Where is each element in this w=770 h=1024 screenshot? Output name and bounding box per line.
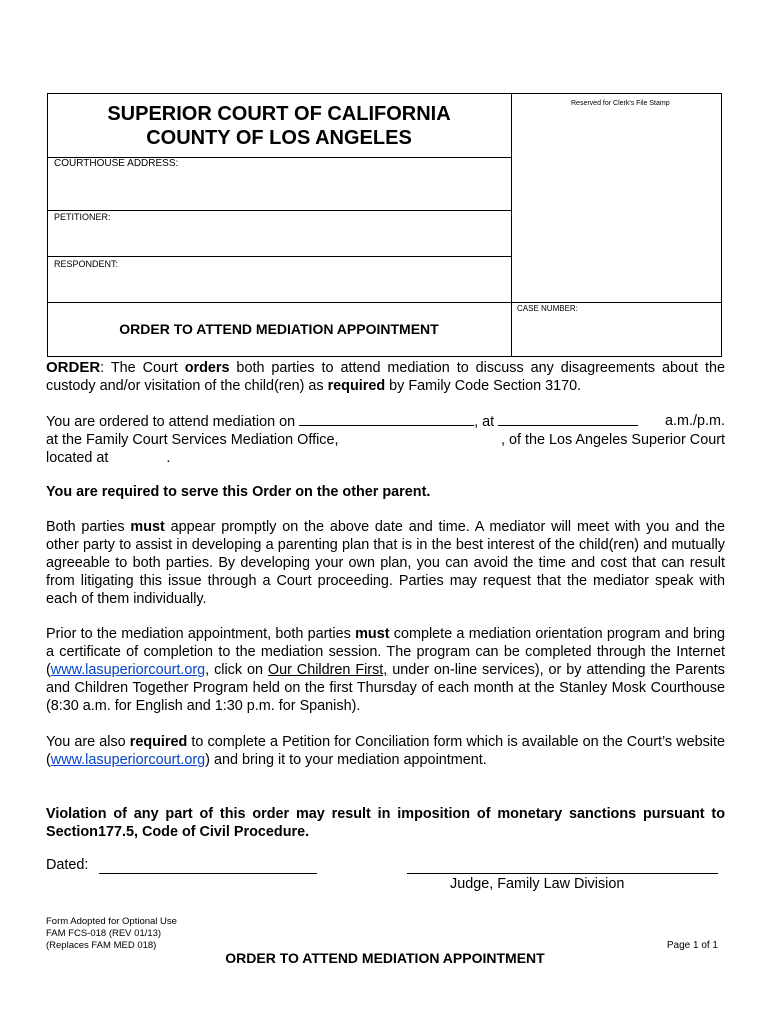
case-number-field[interactable] bbox=[517, 316, 715, 352]
judge-label: Judge, Family Law Division bbox=[450, 876, 625, 892]
respondent-field[interactable] bbox=[54, 271, 504, 299]
courthouse-address-field[interactable] bbox=[54, 172, 504, 206]
respondent-label: RESPONDENT: bbox=[54, 259, 119, 269]
mediation-date-field[interactable] bbox=[299, 412, 474, 426]
caption-rule bbox=[47, 256, 511, 257]
mediation-time-field[interactable] bbox=[498, 412, 638, 426]
attendance-paragraph: Both parties must appear promptly on the above date and time. A mediator will meet with you and the other party to assist in developing a parenting plan that is in the best interest of the child(ren) and mutually agreeable to both parties. By developing your own plan, you can avoid the time and cost that can result from litigating this issue through a Court proceeding. Parties may request that the mediator speak with each of them individually. bbox=[46, 519, 725, 607]
order-word: ORDER bbox=[46, 359, 101, 376]
serve-notice: You are required to serve this Order on the other parent. bbox=[46, 484, 431, 500]
court-title bbox=[47, 102, 511, 150]
orientation-paragraph: Prior to the mediation appointment, both parties must complete a mediation orientation program and bring a certificate of completion to the mediation session. The program can be completed through the Internet (www.lasuperiorcourt.org, click on Our Children First, under on-line services), or by attending the Parents and Children Together Program held on the first Thursday of each month at the Stanley Mosk Courthouse (8:30 a.m. for English and 1:30 p.m. for Spanish). bbox=[46, 626, 725, 714]
court-title-line2: COUNTY OF LOS ANGELES bbox=[146, 127, 412, 149]
petitioner-field[interactable] bbox=[54, 224, 504, 252]
judge-signature-line[interactable] bbox=[407, 873, 718, 874]
order-paragraph: ORDER: The Court orders both parties to attend mediation to discuss any disagreements about the custody and/or visitation of the child(ren) as required by Family Code Section 3170. bbox=[46, 359, 725, 394]
court-title-line1: SUPERIOR COURT OF CALIFORNIA bbox=[107, 103, 451, 125]
petition-paragraph: You are also required to complete a Petition for Conciliation form which is available on the Court’s website (www.lasuperiorcourt.org) and bring it to your mediation appointment. bbox=[46, 734, 726, 768]
footer-title: ORDER TO ATTEND MEDIATION APPOINTMENT bbox=[225, 950, 545, 966]
dated-label: Dated: bbox=[46, 857, 89, 873]
dated-line[interactable] bbox=[99, 873, 317, 874]
caption-rule bbox=[47, 210, 511, 211]
our-children-first-link[interactable]: Our Children First, bbox=[267, 662, 388, 678]
court-website-link[interactable]: www.lasuperiorcourt.org bbox=[50, 662, 206, 678]
caption-rule bbox=[47, 302, 722, 303]
appointment-paragraph: You are ordered to attend mediation on , at a.m./p.m. at the Family Court Services Mediation Office, , of the Los Angeles Superior Court located at . bbox=[46, 413, 725, 466]
order-title: ORDER TO ATTEND MEDIATION APPOINTMENT bbox=[119, 321, 439, 337]
courthouse-address-label: COURTHOUSE ADDRESS: bbox=[54, 158, 179, 169]
office-name-field[interactable] bbox=[396, 431, 444, 449]
petitioner-label: PETITIONER: bbox=[54, 212, 111, 222]
court-website-link[interactable]: www.lasuperiorcourt.org bbox=[50, 752, 206, 768]
sanctions-warning: Violation of any part of this order may result in imposition of monetary sanctions pursuant to Section177.5, Code of Civil Procedure. bbox=[46, 806, 725, 840]
clerk-stamp-label: Reserved for Clerk's File Stamp bbox=[571, 100, 670, 107]
case-number-label: CASE NUMBER: bbox=[517, 304, 578, 313]
caption-divider bbox=[511, 93, 512, 357]
form-info: Form Adopted for Optional Use FAM FCS-018 (REV 01/13) (Replaces FAM MED 018) bbox=[46, 916, 177, 951]
page-number: Page 1 of 1 bbox=[666, 940, 718, 951]
